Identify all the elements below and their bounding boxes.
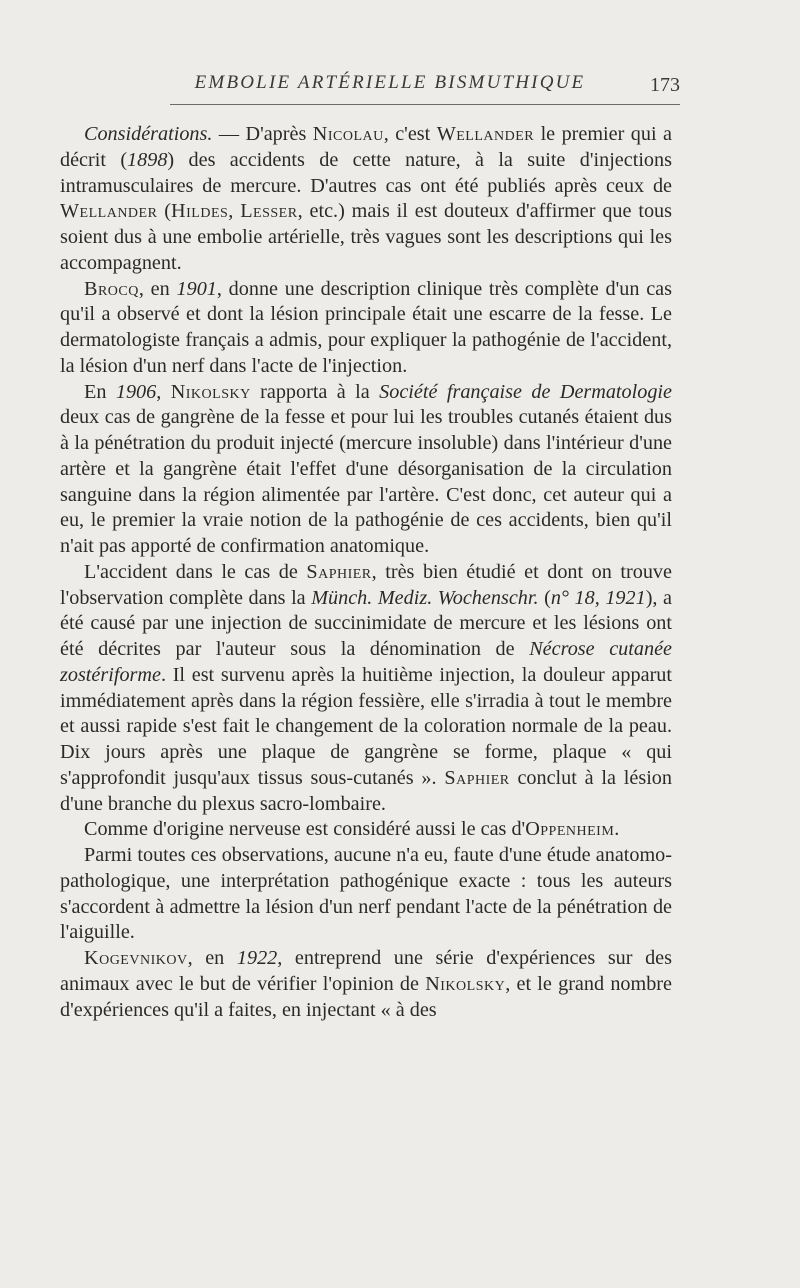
running-head xyxy=(170,72,680,108)
year: 1906 xyxy=(115,380,157,403)
text-run: En xyxy=(84,380,116,403)
text-run: , et le grand nombre d'expériences qu'il a faites, en injectant « à des xyxy=(60,972,672,1021)
section-heading: Considérations. xyxy=(84,123,213,145)
text-run: ), a été causé par une injection de succinimidate de mercure et les lésions ont été décrites par l'auteur sous la dénomination de xyxy=(60,586,672,660)
year: 1901 xyxy=(176,277,217,300)
paragraph-kogevnikov xyxy=(60,946,672,1023)
text-run: Comme d'origine nerveuse est considéré aussi le cas d' xyxy=(84,818,526,841)
author-name: Nikolsky xyxy=(170,380,251,403)
text-run: conclut à la lésion d'une branche du plexus sacro-lombaire. xyxy=(60,766,672,815)
text-run: — D'après xyxy=(212,123,313,145)
paragraph-nikolsky xyxy=(60,380,672,560)
text-run: rapporta à la xyxy=(250,380,380,403)
text-run: , entreprend une série d'expériences sur des animaux avec le but de vérifier l'opinion de xyxy=(60,947,672,995)
text-run: Parmi toutes ces observations, aucune n'a eu, faute d'une étude anatomo-pathologique, une interprétation pathogénique exacte : tous les auteurs s'accordent à admettre la lésion d'un nerf pendant l'acte de la pénétration de l'aiguille. xyxy=(60,844,672,944)
paragraph-brocq xyxy=(60,277,672,380)
text-run: ) des accidents de cette nature, à la suite d'injections intramusculaires de mercure. D'autres cas ont été publiés après ceux de xyxy=(60,148,672,197)
body-text xyxy=(60,122,672,1023)
author-name: Oppenheim xyxy=(525,818,615,841)
text-run: , xyxy=(156,380,171,403)
text-run: , très bien étudié et dont on trouve l'observation complète dans la xyxy=(60,560,672,609)
author-name: Nicolau xyxy=(312,123,384,145)
author-name: Kogevnikov xyxy=(84,947,188,969)
text-run: . Il est survenu après la huitième injection, la douleur apparut immédiatement après dans la région fessière, elle s'irradia à tout le membre et aussi rapide s'est fait le changement de la coloration normale de la peau. Dix jours après une plaque de gangrène se forme, plaque « qui s'approfondit jusqu'aux tissus sous-cutanés ». xyxy=(60,663,672,789)
text-run: , c'est xyxy=(383,123,437,145)
paragraph-oppenheim xyxy=(60,817,672,843)
author-name: Hildes xyxy=(171,200,229,223)
author-name: Wellander xyxy=(60,200,158,223)
author-name: Nikolsky xyxy=(425,972,506,995)
paragraph-saphier xyxy=(60,560,672,818)
year: 1922 xyxy=(236,947,278,969)
author-name: Saphier xyxy=(444,766,510,789)
text-run: , xyxy=(228,200,241,223)
text-run: , etc.) mais il est douteux d'affirmer que tous soient dus à une embolie artérielle, très vagues sont les descriptions qui les accompagnent. xyxy=(60,200,672,274)
author-name: Brocq xyxy=(84,277,139,300)
society-title: Société française de Dermatologie xyxy=(379,380,672,403)
journal-issue: n° 18, 1921 xyxy=(550,586,646,609)
text-run: L'accident dans le cas de xyxy=(84,560,307,583)
running-title: EMBOLIE ARTÉRIELLE BISMUTHIQUE xyxy=(194,72,586,93)
paragraph-observations xyxy=(60,843,672,946)
author-name: Saphier xyxy=(306,560,372,583)
author-name: Wellander xyxy=(436,123,535,145)
text-run: , en xyxy=(187,947,237,969)
text-run: , donne une description clinique très complète d'un cas qu'il a observé et dont la lésion principale était une escarre de la fesse. Le dermatologiste français a admis, pour expliquer la pathogénie de l'accident, la lésion d'un nerf dans l'acte de l'injection. xyxy=(60,277,673,377)
text-run: deux cas de gangrène de la fesse et pour lui les troubles cutanés étaient dus à la pénétration du produit injecté (mercure insoluble) dans l'intérieur d'une artère et la gangrène était l'effet d'une désorganisation de la circulation sanguine dans la région alimentée par l'artère. C'est donc, cet auteur qui a eu, le premier la vraie notion de la pathogénie de ces accidents, bien qu'il n'ait pas apporté de confirmation anatomique. xyxy=(60,406,672,557)
text-run: , en xyxy=(138,277,177,300)
paragraph-considerations xyxy=(60,122,672,277)
text-run: ( xyxy=(538,586,551,609)
year: 1898 xyxy=(127,148,168,171)
text-run: ( xyxy=(157,200,172,223)
lesion-term: Nécrose cutanée zostériforme xyxy=(60,638,672,686)
journal-title: Münch. Mediz. Wochenschr. xyxy=(311,586,539,609)
author-name: Lesser xyxy=(240,200,298,223)
page-number: 173 xyxy=(650,74,680,96)
text-run: . xyxy=(614,818,620,841)
header-rule xyxy=(170,104,680,105)
text-run: le premier qui a décrit ( xyxy=(60,123,672,171)
